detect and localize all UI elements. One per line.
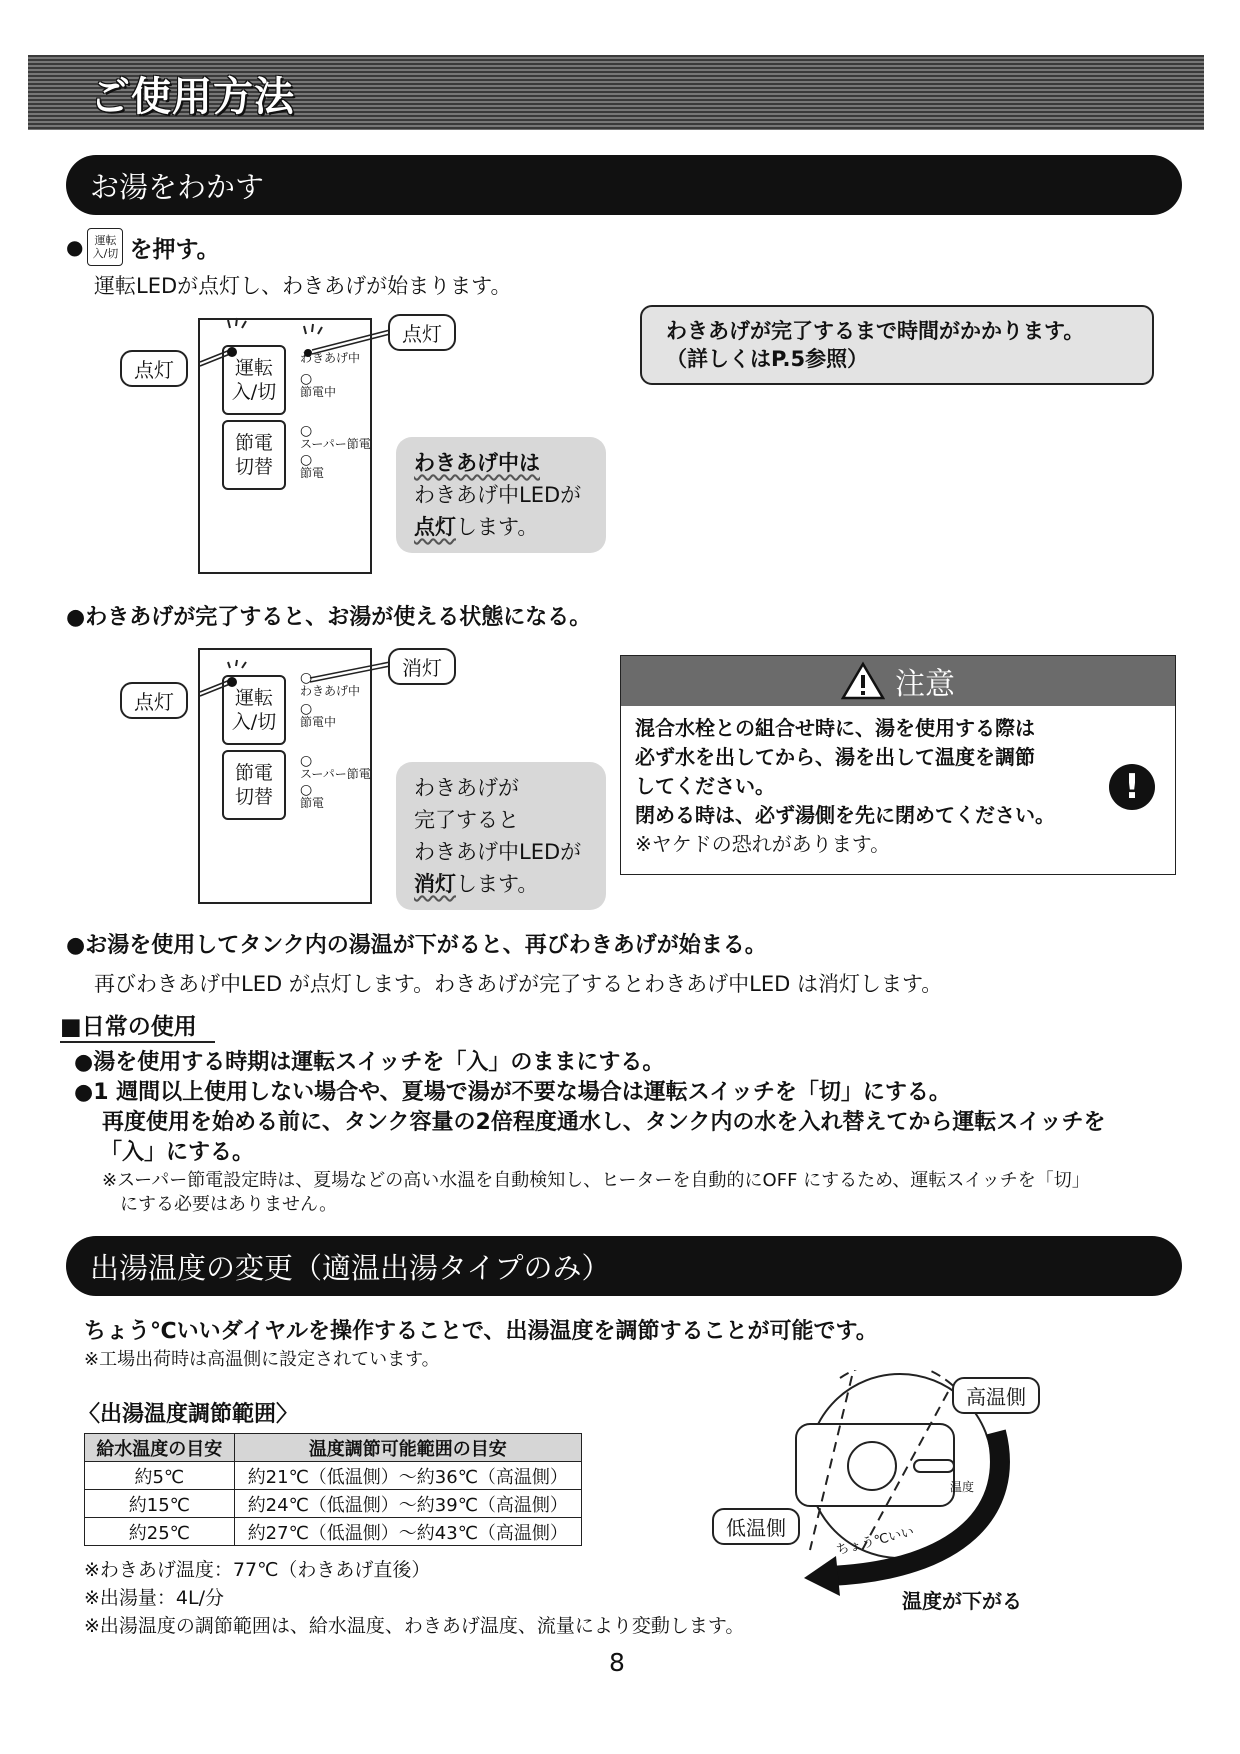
step1-sub: 運転LEDが点灯し、わきあげが始まります。	[94, 274, 512, 298]
daily-item2-cont1: 再度使用を始める前に、タンク容量の2倍程度通水し、タンク内の水を入れ替えてから運転スイッチを	[102, 1110, 1106, 1135]
power-button-icon: 運転 入/切	[87, 228, 123, 266]
callout-off: 消灯	[388, 648, 456, 685]
section2-title: 出湯温度の変更（適温出湯タイプのみ）	[90, 1251, 611, 1285]
complete-note	[396, 762, 606, 910]
heating-note-title: わきあげ中は	[414, 451, 540, 475]
step3-text: ●お湯を使用してタンク内の湯温が下がると、再びわきあげが始まる。	[66, 933, 767, 958]
complete-note-emph: 消灯	[414, 872, 456, 896]
table-row	[85, 1490, 582, 1518]
callout-high-temp: 高温側	[952, 1377, 1040, 1414]
led-super-saving: ○ スーパー節電	[300, 423, 371, 451]
caution-line1: 混合水栓との組合せ時に、湯を使用する際は	[635, 716, 1035, 740]
power-button-label-1: 運転	[234, 357, 273, 379]
led-heating: わきあげ中	[300, 351, 361, 365]
power-button[interactable]	[222, 345, 286, 415]
table-cell: 約5℃	[85, 1462, 235, 1490]
led-saving-2: ○ 節電中	[300, 701, 337, 729]
caution-body	[621, 706, 1175, 867]
table-caption: 〈出湯温度調節範囲〉	[78, 1402, 299, 1427]
step2-text: ●わきあげが完了すると、お湯が使える状態になる。	[66, 605, 592, 630]
led-heating-2: ○ わきあげ中	[300, 670, 361, 698]
daily-heading: ■日常の使用	[60, 1008, 215, 1043]
eco-button-2-label-2: 切替	[234, 786, 273, 808]
page-number: 8	[609, 1648, 625, 1677]
step1-text: を押す。	[129, 236, 220, 263]
eco-button-2-label-1: 節電	[234, 762, 273, 784]
eco-button-label-1: 節電	[234, 432, 273, 454]
complete-note-line2: 完了すると	[414, 808, 519, 832]
table-header: 温度調節可能範囲の目安	[234, 1434, 581, 1462]
led-saving: ○ 節電中	[300, 371, 337, 399]
power-button-label-2: 入/切	[231, 381, 277, 403]
power-button-2-label-1: 運転	[234, 687, 273, 709]
daily-item2-cont2: 「入」にする。	[100, 1140, 255, 1165]
caution-line4: 閉める時は、必ず湯側を先に閉めてください。	[635, 803, 1055, 827]
eco-switch-button[interactable]	[222, 420, 286, 490]
complete-note-line3: わきあげ中LEDが	[414, 840, 582, 864]
temperature-lead: ちょう℃いいダイヤルを操作することで、出湯温度を調節することが可能です。	[84, 1319, 878, 1344]
exclamation-icon: !	[1109, 764, 1155, 810]
step3-sub: 再びわきあげ中LED が点灯します。わきあげが完了するとわきあげ中LED は消灯します。	[94, 972, 943, 996]
section-title: お湯をわかす	[90, 170, 265, 204]
section-heading-temperature	[66, 1236, 1182, 1296]
heating-time-note	[640, 305, 1154, 385]
table-row	[85, 1462, 582, 1490]
heating-time-note-line2: （詳しくはP.5参照）	[666, 347, 869, 371]
callout-lit-right: 点灯	[388, 314, 456, 351]
eco-button-label-2: 切替	[234, 456, 273, 478]
temperature-note-1: ※わきあげ温度：77℃（わきあげ直後）	[84, 1559, 431, 1581]
complete-note-line1: わきあげが	[414, 776, 519, 800]
caution-header	[621, 656, 1175, 706]
temperature-lead-note: ※工場出荷時は高温側に設定されています。	[84, 1349, 440, 1370]
dial-brand-label: ちょう℃いい	[834, 1524, 916, 1559]
eco-switch-button-2[interactable]	[222, 750, 286, 820]
caution-line2: 必ず水を出してから、湯を出して温度を調節	[635, 745, 1035, 769]
heating-note-rest: します。	[456, 515, 539, 539]
heating-note-line2: わきあげ中LEDが	[414, 483, 582, 507]
temperature-notes	[84, 1556, 744, 1640]
caution-box	[620, 655, 1176, 875]
led-eco-2: ○ 節電	[300, 782, 325, 810]
daily-note1: ※スーパー節電設定時は、夏場などの高い水温を自動検知し、ヒーターを自動的にOFF にするため、運転スイッチを「切」	[102, 1170, 1090, 1191]
table-cell: 約21℃（低温側）〜約36℃（高温側）	[234, 1462, 581, 1490]
daily-item2: ●1 週間以上使用しない場合や、夏場で湯が不要な場合は運転スイッチを「切」にする。	[74, 1080, 951, 1105]
table-cell: 約25℃	[85, 1518, 235, 1546]
dial-arrow-label: 温度が下がる	[902, 1589, 1022, 1613]
heating-time-note-line1: わきあげが完了するまで時間がかかります。	[666, 319, 1085, 343]
power-button-2[interactable]	[222, 675, 286, 745]
callout-lit-left: 点灯	[120, 350, 188, 387]
table-header: 給水温度の目安	[85, 1434, 235, 1462]
temperature-note-2: ※出湯量：4L/分	[84, 1587, 224, 1609]
led-super-saving-2: ○ スーパー節電	[300, 753, 371, 781]
power-button-2-label-2: 入/切	[231, 711, 277, 733]
daily-item1: ●湯を使用する時期は運転スイッチを「入」のままにする。	[74, 1050, 665, 1075]
heating-note	[396, 437, 606, 553]
step1-line: ● 運転 入/切 を押す。	[66, 228, 220, 266]
callout-low-temp: 低温側	[712, 1508, 800, 1545]
caution-title: 注意	[895, 667, 955, 702]
callout-lit-left-2: 点灯	[120, 682, 188, 719]
dial-temp-label: 温度	[950, 1480, 975, 1494]
daily-note2: にする必要はありません。	[120, 1194, 338, 1215]
table-row	[85, 1518, 582, 1546]
temperature-table	[84, 1433, 582, 1546]
warning-triangle-icon	[841, 661, 885, 701]
table-header-row	[85, 1434, 582, 1462]
complete-note-rest: します。	[456, 872, 539, 896]
heating-note-emph: 点灯	[414, 515, 456, 539]
section-heading-boil	[66, 155, 1182, 215]
page-title-bar	[28, 55, 1204, 130]
page-title: ご使用方法	[90, 74, 295, 120]
caution-line3: してください。	[635, 774, 775, 798]
table-cell: 約24℃（低温側）〜約39℃（高温側）	[234, 1490, 581, 1518]
caution-line5: ※ヤケドの恐れがあります。	[635, 832, 891, 856]
table-cell: 約27℃（低温側）〜約43℃（高温側）	[234, 1518, 581, 1546]
temperature-note-3: ※出湯温度の調節範囲は、給水温度、わきあげ温度、流量により変動します。	[84, 1615, 745, 1637]
led-eco: ○ 節電	[300, 452, 325, 480]
table-cell: 約15℃	[85, 1490, 235, 1518]
